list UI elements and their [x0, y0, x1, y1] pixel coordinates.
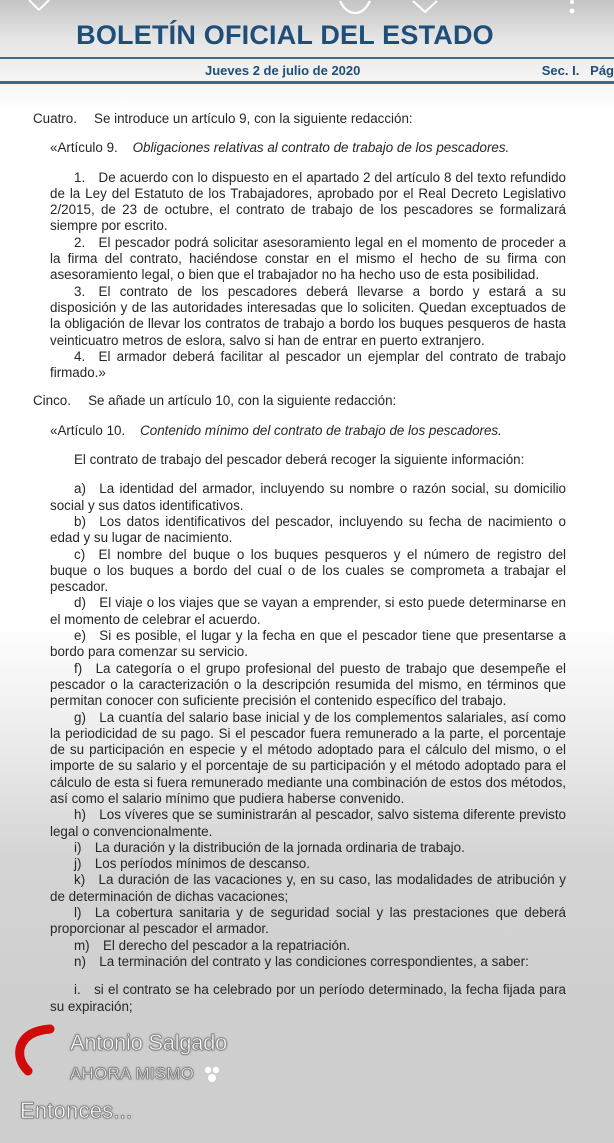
- document-body: [0, 84, 614, 1015]
- masthead-text: BOLETÍN OFICIAL DEL ESTADO: [76, 20, 494, 50]
- article-10-item: d) El viaje o los viajes que se vayan a emprender, si esto puede determinarse en el momento de celebrar el acuerdo.: [50, 595, 566, 627]
- article-10-item: m) El derecho del pescador a la repatriación.: [74, 937, 351, 953]
- more-vertical-icon[interactable]: [568, 0, 576, 16]
- status-author[interactable]: Antonio Salgado: [70, 1029, 227, 1055]
- paragraph-cinco: Cinco. Se añade un artículo 10, con la siguiente redacción:: [33, 393, 397, 409]
- masthead: [0, 18, 614, 52]
- page-label: Pág: [590, 62, 614, 78]
- article-10-intro: El contrato de trabajo del pescador deberá recoger la siguiente información:: [74, 452, 525, 468]
- issue-date: Jueves 2 de julio de 2020: [205, 62, 361, 78]
- article-10-subitem: i. si el contrato se ha celebrado por un período determinado, la fecha fijada para su expiración;: [50, 982, 566, 1014]
- article-10-label: «Artículo 10.: [50, 422, 126, 438]
- article-10-item: e) Si es posible, el lugar y la fecha en que el pescador tiene que presentarse a bordo para comenzar su servicio.: [50, 628, 566, 660]
- article-9-heading: [0, 140, 614, 156]
- article-10-item: h) Los víveres que se suministrarán al pescador, salvo sistema diferente previsto legal o convencionalmente.: [50, 807, 566, 839]
- article-9-item: 4. El armador deberá facilitar al pescador un ejemplar del contrato de trabajo firmado.»: [50, 348, 566, 381]
- status-time: AHORA MISMO: [70, 1063, 195, 1083]
- article-9-title: Obligaciones relativas al contrato de trabajo de los pescadores.: [132, 140, 510, 156]
- section-label: Sec. I.: [541, 62, 580, 78]
- article-10-item: l) La cobertura sanitaria y de seguridad social y las prestaciones que deberá proporcionar al pescador el armador.: [50, 905, 566, 937]
- article-10-item: c) El nombre del buque o los buques pesqueros y el número de registro del buque o los buques a bordo del cual o de los cuales se comprometa a trabajar el pescador.: [50, 546, 566, 595]
- article-10-item: f) La categoría o el grupo profesional del puesto de trabajo que desempeñe el pescador o la caracterización o la descripción resumida del mismo, en términos que permitan conocer con suficiente precisión el contenido específico del trabajo.: [50, 660, 566, 709]
- article-10-item: b) Los datos identificativos del pescador, incluyendo su fecha de nacimiento o edad y su lugar de nacimiento.: [50, 513, 566, 546]
- heart-icon[interactable]: [410, 0, 440, 14]
- section-page-label: [542, 63, 614, 78]
- header-line: [0, 59, 614, 81]
- status-overlay: [0, 1015, 614, 1143]
- paragraph-cuatro: Cuatro. Se introduce un artículo 9, con la siguiente redacción:: [33, 111, 413, 126]
- article-10-title: Contenido mínimo del contrato de trabajo de los pescadores.: [140, 422, 502, 438]
- article-10-item: n) La terminación del contrato y las condiciones correspondientes, a saber:: [74, 953, 529, 969]
- article-10-item: g) La cuantía del salario base inicial y de los complementos salariales, así como la periodicidad de su pago. Si el pescador fuera remunerado a la parte, el porcentaje de su participación en especie y el método adoptado para el cálculo del mismo, o el importe de su salario y el porcentaje de su participación y el método adoptado para el cálculo de esta si fuera remunerado mediante una combinación de estos dos métodos, así como el salario mínimo que pudiera haberse convenido.: [50, 709, 566, 806]
- group-icon: [202, 1064, 222, 1084]
- article-10-item: j) Los períodos mínimos de descanso.: [74, 856, 310, 872]
- status-caption: Entonces...: [20, 1097, 133, 1123]
- close-icon[interactable]: [26, 0, 52, 14]
- article-9-label: «Artículo 9.: [50, 140, 118, 156]
- article-10-item: a) La identidad del armador, incluyendo su nombre o razón social, su domicilio social y sus datos identificativos.: [50, 481, 566, 513]
- avatar-ring[interactable]: [6, 1021, 66, 1081]
- article-9-item: 1. De acuerdo con lo dispuesto en el apartado 2 del artículo 8 del texto refundido de la Ley del Estatuto de los Trabajadores, aprobado por el Real Decreto Legislativo 2/2015, de 23 de octubre, el contrato de trabajo de los pescadores se formalizará siempre por escrito.: [50, 169, 566, 234]
- viewer-top-bar: [0, 0, 614, 18]
- status-time-row: [70, 1063, 614, 1085]
- article-10-item: i) La duración y la distribución de la jornada ordinaria de trabajo.: [74, 839, 465, 855]
- reaction-icon[interactable]: [336, 0, 374, 14]
- article-9-item: 3. El contrato de los pescadores deberá llevarse a bordo y estará a su disposición y de las autoridades interesadas que lo soliciten. Quedan exceptuados de la obligación de llevar los contratos de trabajo a bordo los buques pesqueros de hasta veinticuatro metros de eslora, salvo si han de entrar en puerto extranjero.: [50, 283, 566, 348]
- article-10-item: k) La duración de las vacaciones y, en su caso, las modalidades de atribución y de determinación de dichas vacaciones;: [50, 872, 566, 904]
- article-10-heading: [0, 423, 614, 439]
- article-9-item: 2. El pescador podrá solicitar asesoramiento legal en el momento de proceder a la firma del contrato, haciéndose constar en el mismo el hecho de su firma con asesoramiento legal, o bien que el trabajador no ha hecho uso de esta posibilidad.: [50, 234, 566, 283]
